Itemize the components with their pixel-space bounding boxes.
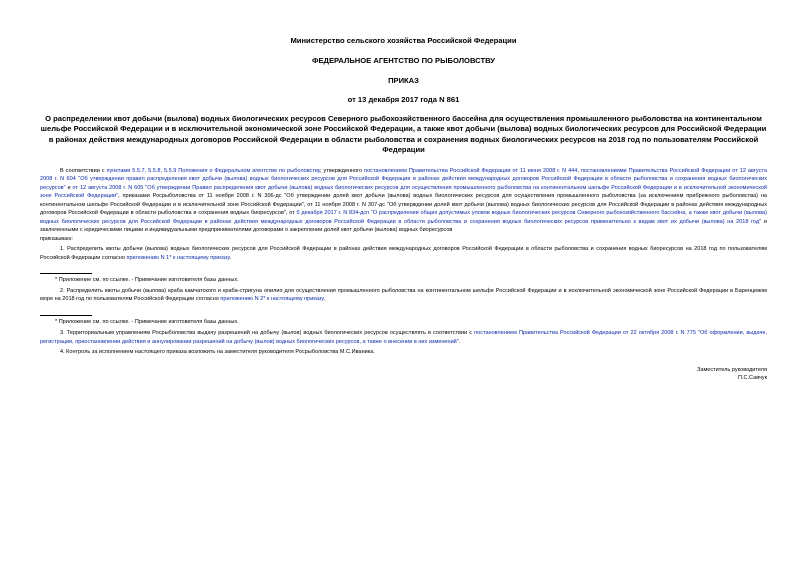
order-item-2: 2. Распределить квоты добычи (вылова) краба камчатского и краба-стригуна опилио для осуществления промышленного рыболовства на континентальном шельфе Российской Федерации и в исключительной экономической зоне Российской Федерации в Баренцевом море на 2018 год по пользователям Российской Федерации согласно приложению N 2* к настоящему приказу.: [40, 287, 767, 303]
link-appendix-1[interactable]: приложению N 1* к настоящему приказу: [126, 254, 230, 261]
preamble-paragraph: В соответствии с пунктами 5.5.7, 5.5.8, 5.5.9 Положения о Федеральном агентстве по рыболовству, утвержденного постановлением Правительства Российской Федерации от 11 июня 2008 г. N 444, постановлениями Правительства Российской Федерации от 12 августа 2008 г. N 604 "Об утверждении правил распределения квот добычи (вылова) водных биологических ресурсов для Российской Федерации в районах действия международных договоров Российской Федерации в области рыболовства и сохранения водных биологических ресурсов" и от 12 августа 2008 г. N 605 "Об утверждении Правил распределения квот добычи (вылова) водных биологических ресурсов для осуществления промышленного рыболовства на континентальном шельфе Российской Федерации и в исключительной экономической зоне Российской Федерации", приказами Росрыболовства от 11 ноября 2008 г. N 306-дс "Об утверждении долей квот добычи (вылова) водных биологических ресурсов для осуществления промышленного рыболовства (за исключением прибрежного рыболовства) на континентальном шельфе Российской Федерации и в исключительной зоне Российской Федерации", от 11 ноября 2008 г. N 307-дс "Об утверждении долей квот добычи (вылова) водных биологических ресурсов для Российской Федерации в районах действия международных договоров Российской Федерации в области рыболовства и сохранения водных биоресурсов", от 5 декабря 2017 г. N 834-дсп "О распределении общих допустимых уловов водных биологических ресурсов Северного рыбохозяйственного бассейна, а также квот добычи (вылова) водных биологических ресурсов для Российской Федерации в районах действия международных договоров Российской Федерации в области рыболовства и сохранения водных биологических ресурсов применительно к видам квот их добычи (вылова) на 2018 год" и заключенными с юридическими лицами и индивидуальными предпринимателями договорами о закреплении долей квот добычи (вылова) водных биоресурсов: [40, 167, 767, 234]
signature-block: [40, 366, 767, 383]
document-page: [40, 36, 767, 383]
signer-position: Заместитель руководителя: [697, 366, 767, 373]
link-regulation-points[interactable]: пунктами 5.5.7, 5.5.8, 5.5.9 Положения о Федеральном агентстве по рыболовству: [106, 167, 320, 174]
footnote-divider: [40, 315, 92, 316]
orders-word: приказываю:: [40, 235, 73, 242]
document-date: от 13 декабря 2017 года N 861: [347, 95, 460, 104]
link-order-834[interactable]: 5 декабря 2017 г. N 834-дсп "О распределении общих допустимых уловов водных биологических ресурсов Северного рыбохозяйственного бассейна, а также квот добычи (вылова) водных биологических ресурсов для Российской Федерации в районах действия международных договоров Российской Федерации в области рыболовства и сохранения водных биологических ресурсов применительно к видам квот их добычи (вылова) на 2018 год": [40, 210, 767, 225]
footnote-2: * Приложение см. по ссылке. - Примечание изготовителя базы данных.: [55, 318, 239, 325]
order-item-4: 4. Контроль за исполнением настоящего приказа возложить на заместителя руководителя Росрыболовства М.С.Иваника.: [60, 349, 375, 356]
signer-name: П.С.Савчук: [737, 375, 767, 382]
footnote-divider: [40, 273, 92, 274]
ministry-name: Министерство сельского хозяйства Российской Федерации: [290, 36, 517, 45]
document-type: ПРИКАЗ: [388, 76, 419, 85]
link-resolution-444[interactable]: постановлением Правительства Российской Федерации от 11 июня 2008 г. N 444: [364, 167, 578, 174]
link-resolution-775[interactable]: постановлением Правительства Российской Федерации от 22 октября 2008 г. N 775 "Об оформлении, выдаче, регистрации, приостановлении действия и аннулировании разрешений на добычу (вылов) водных биологических ресурсов, а также о внесении в них изменений": [40, 330, 767, 345]
agency-name: ФЕДЕРАЛЬНОЕ АГЕНТСТВО ПО РЫБОЛОВСТВУ: [312, 56, 495, 65]
link-appendix-2[interactable]: приложению N 2* к настоящему приказу: [220, 296, 324, 303]
footnote-1: * Приложение см. по ссылке. - Примечание изготовителя базы данных.: [55, 277, 239, 284]
link-resolution-604[interactable]: постановлениями Правительства Российской Федерации от 12 августа 2008 г. N 604 "Об утверждении правил распределения квот добычи (вылова) водных биологических ресурсов для Российской Федерации в районах действия международных договоров Российской Федерации в области рыболовства и сохранения водных биологических ресурсов": [40, 167, 767, 191]
order-item-1: 1. Распределить квоты добычи (вылова) водных биологических ресурсов для Российской Федерации в районах действия международных договоров Российской Федерации в области рыболовства и сохранения водных биоресурсов на 2018 год по пользователям Российской Федерации согласно приложению N 1* к настоящему приказу.: [40, 246, 767, 261]
link-resolution-605[interactable]: от 12 августа 2008 г. N 605 "Об утверждении Правил распределения квот добычи (вылова) водных биологических ресурсов для осуществления промышленного рыболовства на континентальном шельфе Российской Федерации и в исключительной экономической зоне Российской Федерации": [40, 184, 767, 200]
order-item-3: 3. Территориальным управлениям Росрыболовства выдачу разрешений на добычу (вылов) водных биологических ресурсов осуществлять в соответствии с постановлением Правительства Российской Федерации от 22 октября 2008 г. N 775 "Об оформлении, выдаче, регистрации, приостановлении действия и аннулировании разрешений на добычу (вылов) водных биологических ресурсов, а также о внесении в них изменений".: [40, 330, 767, 345]
document-title: О распределении квот добычи (вылова) водных биологических ресурсов Северного рыбохозяйственного бассейна для осуществления промышленного рыболовства на континентальном шельфе Российской Федерации и в исключительной экономической зоне Российской Федерации, а также квот добычи (вылова) водных биологических ресурсов для Российской Федерации в районах действия международных договоров Российской Федерации в области рыболовства и сохранения водных биологических ресурсов на 2018 год по пользователям Российской Федерации: [40, 114, 767, 155]
